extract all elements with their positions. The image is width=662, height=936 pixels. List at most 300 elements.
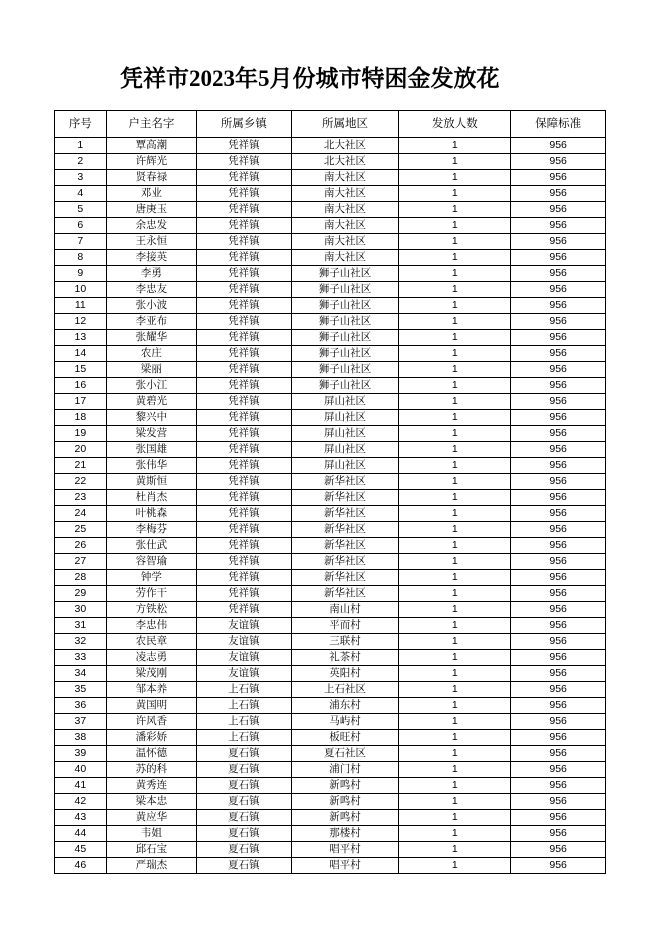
cell-people-count: 1 bbox=[399, 346, 511, 362]
table-row bbox=[55, 698, 606, 714]
cell-area: 狮子山社区 bbox=[291, 282, 399, 298]
cell-index: 25 bbox=[55, 522, 107, 538]
table-row bbox=[55, 826, 606, 842]
cell-standard: 956 bbox=[511, 330, 606, 346]
cell-index: 18 bbox=[55, 410, 107, 426]
cell-people-count: 1 bbox=[399, 842, 511, 858]
cell-township: 凭祥镇 bbox=[197, 474, 292, 490]
cell-area: 南大社区 bbox=[291, 202, 399, 218]
cell-householder: 叶桃森 bbox=[106, 506, 196, 522]
cell-people-count: 1 bbox=[399, 442, 511, 458]
table-row bbox=[55, 154, 606, 170]
cell-standard: 956 bbox=[511, 442, 606, 458]
cell-township: 凭祥镇 bbox=[197, 426, 292, 442]
cell-township: 夏石镇 bbox=[197, 746, 292, 762]
cell-index: 22 bbox=[55, 474, 107, 490]
cell-standard: 956 bbox=[511, 650, 606, 666]
cell-township: 夏石镇 bbox=[197, 810, 292, 826]
table-row bbox=[55, 378, 606, 394]
table-row bbox=[55, 810, 606, 826]
table-row bbox=[55, 490, 606, 506]
cell-township: 夏石镇 bbox=[197, 858, 292, 874]
cell-area: 新华社区 bbox=[291, 570, 399, 586]
cell-householder: 凌志勇 bbox=[106, 650, 196, 666]
cell-people-count: 1 bbox=[399, 522, 511, 538]
cell-householder: 黄秀连 bbox=[106, 778, 196, 794]
cell-index: 30 bbox=[55, 602, 107, 618]
table-row bbox=[55, 474, 606, 490]
cell-householder: 劳作干 bbox=[106, 586, 196, 602]
cell-standard: 956 bbox=[511, 202, 606, 218]
cell-area: 北大社区 bbox=[291, 138, 399, 154]
cell-area: 屏山社区 bbox=[291, 410, 399, 426]
cell-householder: 张小波 bbox=[106, 298, 196, 314]
cell-township: 凭祥镇 bbox=[197, 458, 292, 474]
cell-area: 礼茶村 bbox=[291, 650, 399, 666]
cell-standard: 956 bbox=[511, 730, 606, 746]
cell-people-count: 1 bbox=[399, 650, 511, 666]
cell-householder: 容智瑜 bbox=[106, 554, 196, 570]
cell-people-count: 1 bbox=[399, 506, 511, 522]
cell-standard: 956 bbox=[511, 410, 606, 426]
cell-people-count: 1 bbox=[399, 138, 511, 154]
table-row bbox=[55, 266, 606, 282]
cell-householder: 潘彩娇 bbox=[106, 730, 196, 746]
cell-township: 友谊镇 bbox=[197, 634, 292, 650]
table-row bbox=[55, 138, 606, 154]
cell-index: 40 bbox=[55, 762, 107, 778]
cell-area: 唱平村 bbox=[291, 858, 399, 874]
table-row bbox=[55, 362, 606, 378]
cell-standard: 956 bbox=[511, 746, 606, 762]
cell-standard: 956 bbox=[511, 506, 606, 522]
cell-index: 10 bbox=[55, 282, 107, 298]
cell-people-count: 1 bbox=[399, 298, 511, 314]
cell-area: 英阳村 bbox=[291, 666, 399, 682]
cell-township: 凭祥镇 bbox=[197, 170, 292, 186]
cell-householder: 王永恒 bbox=[106, 234, 196, 250]
cell-people-count: 1 bbox=[399, 218, 511, 234]
cell-index: 37 bbox=[55, 714, 107, 730]
cell-township: 凭祥镇 bbox=[197, 346, 292, 362]
cell-index: 19 bbox=[55, 426, 107, 442]
table-row bbox=[55, 730, 606, 746]
column-header-standard: 保障标准 bbox=[511, 111, 606, 138]
cell-area: 狮子山社区 bbox=[291, 346, 399, 362]
cell-people-count: 1 bbox=[399, 618, 511, 634]
cell-standard: 956 bbox=[511, 762, 606, 778]
cell-area: 新鸣村 bbox=[291, 810, 399, 826]
cell-township: 凭祥镇 bbox=[197, 490, 292, 506]
table-row bbox=[55, 170, 606, 186]
cell-people-count: 1 bbox=[399, 378, 511, 394]
cell-householder: 苏的科 bbox=[106, 762, 196, 778]
table-row bbox=[55, 202, 606, 218]
cell-householder: 严瑞杰 bbox=[106, 858, 196, 874]
cell-index: 24 bbox=[55, 506, 107, 522]
table-row bbox=[55, 426, 606, 442]
table-header bbox=[55, 111, 606, 138]
cell-area: 平而村 bbox=[291, 618, 399, 634]
cell-index: 4 bbox=[55, 186, 107, 202]
cell-area: 新华社区 bbox=[291, 538, 399, 554]
table-row bbox=[55, 394, 606, 410]
table-row bbox=[55, 778, 606, 794]
cell-index: 8 bbox=[55, 250, 107, 266]
cell-people-count: 1 bbox=[399, 762, 511, 778]
cell-standard: 956 bbox=[511, 266, 606, 282]
cell-standard: 956 bbox=[511, 554, 606, 570]
cell-people-count: 1 bbox=[399, 282, 511, 298]
cell-township: 凭祥镇 bbox=[197, 410, 292, 426]
cell-index: 21 bbox=[55, 458, 107, 474]
table-row bbox=[55, 618, 606, 634]
cell-householder: 杜肖杰 bbox=[106, 490, 196, 506]
cell-people-count: 1 bbox=[399, 778, 511, 794]
table-row bbox=[55, 458, 606, 474]
cell-standard: 956 bbox=[511, 234, 606, 250]
cell-township: 凭祥镇 bbox=[197, 250, 292, 266]
cell-index: 5 bbox=[55, 202, 107, 218]
table-row bbox=[55, 554, 606, 570]
table-header-row bbox=[55, 111, 606, 138]
column-header-area: 所属地区 bbox=[291, 111, 399, 138]
cell-people-count: 1 bbox=[399, 794, 511, 810]
cell-index: 2 bbox=[55, 154, 107, 170]
cell-standard: 956 bbox=[511, 794, 606, 810]
cell-people-count: 1 bbox=[399, 554, 511, 570]
cell-standard: 956 bbox=[511, 778, 606, 794]
cell-township: 凭祥镇 bbox=[197, 554, 292, 570]
cell-index: 1 bbox=[55, 138, 107, 154]
cell-householder: 许风香 bbox=[106, 714, 196, 730]
cell-township: 凭祥镇 bbox=[197, 362, 292, 378]
cell-householder: 李亚布 bbox=[106, 314, 196, 330]
cell-householder: 张耀华 bbox=[106, 330, 196, 346]
cell-householder: 唐庚玉 bbox=[106, 202, 196, 218]
cell-standard: 956 bbox=[511, 666, 606, 682]
cell-householder: 梁本忠 bbox=[106, 794, 196, 810]
cell-index: 43 bbox=[55, 810, 107, 826]
cell-people-count: 1 bbox=[399, 602, 511, 618]
cell-area: 板旺村 bbox=[291, 730, 399, 746]
cell-area: 新华社区 bbox=[291, 522, 399, 538]
cell-people-count: 1 bbox=[399, 362, 511, 378]
cell-township: 夏石镇 bbox=[197, 762, 292, 778]
table-row bbox=[55, 794, 606, 810]
table-body bbox=[55, 138, 606, 874]
cell-people-count: 1 bbox=[399, 202, 511, 218]
cell-index: 11 bbox=[55, 298, 107, 314]
cell-township: 凭祥镇 bbox=[197, 442, 292, 458]
cell-area: 唱平村 bbox=[291, 842, 399, 858]
table-row bbox=[55, 234, 606, 250]
table-row bbox=[55, 650, 606, 666]
cell-people-count: 1 bbox=[399, 858, 511, 874]
cell-index: 39 bbox=[55, 746, 107, 762]
cell-township: 夏石镇 bbox=[197, 842, 292, 858]
cell-area: 屏山社区 bbox=[291, 394, 399, 410]
cell-township: 夏石镇 bbox=[197, 778, 292, 794]
table-row bbox=[55, 602, 606, 618]
cell-township: 夏石镇 bbox=[197, 794, 292, 810]
cell-people-count: 1 bbox=[399, 186, 511, 202]
cell-people-count: 1 bbox=[399, 826, 511, 842]
cell-index: 26 bbox=[55, 538, 107, 554]
cell-township: 凭祥镇 bbox=[197, 202, 292, 218]
cell-standard: 956 bbox=[511, 186, 606, 202]
cell-people-count: 1 bbox=[399, 250, 511, 266]
cell-people-count: 1 bbox=[399, 170, 511, 186]
cell-area: 南大社区 bbox=[291, 170, 399, 186]
cell-index: 31 bbox=[55, 618, 107, 634]
cell-index: 28 bbox=[55, 570, 107, 586]
cell-standard: 956 bbox=[511, 858, 606, 874]
cell-householder: 李忠伟 bbox=[106, 618, 196, 634]
cell-index: 32 bbox=[55, 634, 107, 650]
cell-standard: 956 bbox=[511, 170, 606, 186]
page-title: 凭祥市2023年5月份城市特困金发放花 bbox=[120, 66, 500, 91]
cell-township: 凭祥镇 bbox=[197, 154, 292, 170]
table-row bbox=[55, 858, 606, 874]
cell-index: 46 bbox=[55, 858, 107, 874]
cell-area: 屏山社区 bbox=[291, 426, 399, 442]
cell-householder: 李梅芬 bbox=[106, 522, 196, 538]
cell-people-count: 1 bbox=[399, 154, 511, 170]
cell-people-count: 1 bbox=[399, 394, 511, 410]
cell-township: 凭祥镇 bbox=[197, 506, 292, 522]
cell-index: 9 bbox=[55, 266, 107, 282]
cell-householder: 张伟华 bbox=[106, 458, 196, 474]
cell-township: 凭祥镇 bbox=[197, 298, 292, 314]
cell-householder: 梁丽 bbox=[106, 362, 196, 378]
cell-township: 凭祥镇 bbox=[197, 138, 292, 154]
table-row bbox=[55, 842, 606, 858]
table-row bbox=[55, 346, 606, 362]
cell-householder: 钟学 bbox=[106, 570, 196, 586]
cell-standard: 956 bbox=[511, 698, 606, 714]
cell-area: 南大社区 bbox=[291, 250, 399, 266]
cell-people-count: 1 bbox=[399, 634, 511, 650]
cell-area: 狮子山社区 bbox=[291, 362, 399, 378]
cell-area: 新华社区 bbox=[291, 554, 399, 570]
cell-people-count: 1 bbox=[399, 474, 511, 490]
cell-index: 17 bbox=[55, 394, 107, 410]
cell-people-count: 1 bbox=[399, 426, 511, 442]
cell-area: 新鸣村 bbox=[291, 794, 399, 810]
cell-householder: 农庄 bbox=[106, 346, 196, 362]
cell-area: 狮子山社区 bbox=[291, 298, 399, 314]
cell-index: 23 bbox=[55, 490, 107, 506]
cell-township: 凭祥镇 bbox=[197, 218, 292, 234]
cell-people-count: 1 bbox=[399, 234, 511, 250]
cell-householder: 邓业 bbox=[106, 186, 196, 202]
cell-standard: 956 bbox=[511, 394, 606, 410]
cell-people-count: 1 bbox=[399, 490, 511, 506]
cell-area: 北大社区 bbox=[291, 154, 399, 170]
cell-standard: 956 bbox=[511, 314, 606, 330]
cell-standard: 956 bbox=[511, 458, 606, 474]
cell-standard: 956 bbox=[511, 602, 606, 618]
cell-township: 上石镇 bbox=[197, 730, 292, 746]
cell-township: 凭祥镇 bbox=[197, 186, 292, 202]
cell-standard: 956 bbox=[511, 682, 606, 698]
table-row bbox=[55, 586, 606, 602]
cell-householder: 许辉光 bbox=[106, 154, 196, 170]
cell-area: 上石社区 bbox=[291, 682, 399, 698]
cell-people-count: 1 bbox=[399, 730, 511, 746]
cell-township: 凭祥镇 bbox=[197, 282, 292, 298]
cell-area: 新鸣村 bbox=[291, 778, 399, 794]
cell-area: 那楼村 bbox=[291, 826, 399, 842]
cell-township: 凭祥镇 bbox=[197, 394, 292, 410]
cell-index: 27 bbox=[55, 554, 107, 570]
cell-township: 上石镇 bbox=[197, 682, 292, 698]
cell-people-count: 1 bbox=[399, 266, 511, 282]
table-row bbox=[55, 186, 606, 202]
cell-standard: 956 bbox=[511, 298, 606, 314]
cell-householder: 黄应华 bbox=[106, 810, 196, 826]
cell-standard: 956 bbox=[511, 154, 606, 170]
subsidy-table bbox=[54, 110, 606, 874]
cell-people-count: 1 bbox=[399, 330, 511, 346]
cell-township: 凭祥镇 bbox=[197, 570, 292, 586]
table-row bbox=[55, 746, 606, 762]
table-row bbox=[55, 634, 606, 650]
table-row bbox=[55, 218, 606, 234]
cell-township: 上石镇 bbox=[197, 698, 292, 714]
cell-index: 3 bbox=[55, 170, 107, 186]
cell-householder: 贤春禄 bbox=[106, 170, 196, 186]
cell-standard: 956 bbox=[511, 842, 606, 858]
cell-index: 44 bbox=[55, 826, 107, 842]
cell-standard: 956 bbox=[511, 826, 606, 842]
cell-area: 南大社区 bbox=[291, 186, 399, 202]
column-header-township: 所属乡镇 bbox=[197, 111, 292, 138]
cell-area: 屏山社区 bbox=[291, 458, 399, 474]
cell-township: 凭祥镇 bbox=[197, 602, 292, 618]
cell-householder: 黄斯恒 bbox=[106, 474, 196, 490]
cell-householder: 张仕武 bbox=[106, 538, 196, 554]
cell-householder: 余忠发 bbox=[106, 218, 196, 234]
table-row bbox=[55, 410, 606, 426]
cell-township: 友谊镇 bbox=[197, 618, 292, 634]
cell-householder: 梁茂刚 bbox=[106, 666, 196, 682]
cell-area: 狮子山社区 bbox=[291, 266, 399, 282]
cell-index: 33 bbox=[55, 650, 107, 666]
cell-area: 新华社区 bbox=[291, 586, 399, 602]
cell-standard: 956 bbox=[511, 378, 606, 394]
cell-township: 凭祥镇 bbox=[197, 234, 292, 250]
cell-township: 友谊镇 bbox=[197, 666, 292, 682]
cell-householder: 邹本养 bbox=[106, 682, 196, 698]
cell-standard: 956 bbox=[511, 522, 606, 538]
cell-householder: 张小江 bbox=[106, 378, 196, 394]
cell-index: 15 bbox=[55, 362, 107, 378]
cell-index: 6 bbox=[55, 218, 107, 234]
cell-area: 狮子山社区 bbox=[291, 330, 399, 346]
cell-index: 14 bbox=[55, 346, 107, 362]
table-row bbox=[55, 714, 606, 730]
table-row bbox=[55, 282, 606, 298]
cell-householder: 黄碧光 bbox=[106, 394, 196, 410]
cell-people-count: 1 bbox=[399, 314, 511, 330]
table-row bbox=[55, 538, 606, 554]
cell-township: 凭祥镇 bbox=[197, 266, 292, 282]
cell-area: 南山村 bbox=[291, 602, 399, 618]
cell-area: 夏石社区 bbox=[291, 746, 399, 762]
cell-householder: 李忠友 bbox=[106, 282, 196, 298]
table-row bbox=[55, 682, 606, 698]
cell-area: 三联村 bbox=[291, 634, 399, 650]
table-row bbox=[55, 330, 606, 346]
cell-householder: 温怀德 bbox=[106, 746, 196, 762]
cell-index: 35 bbox=[55, 682, 107, 698]
cell-township: 凭祥镇 bbox=[197, 522, 292, 538]
table-row bbox=[55, 570, 606, 586]
cell-area: 新华社区 bbox=[291, 474, 399, 490]
cell-householder: 李接英 bbox=[106, 250, 196, 266]
cell-area: 马屿村 bbox=[291, 714, 399, 730]
cell-standard: 956 bbox=[511, 714, 606, 730]
cell-standard: 956 bbox=[511, 538, 606, 554]
cell-index: 42 bbox=[55, 794, 107, 810]
cell-people-count: 1 bbox=[399, 538, 511, 554]
cell-township: 凭祥镇 bbox=[197, 314, 292, 330]
cell-area: 新华社区 bbox=[291, 506, 399, 522]
cell-standard: 956 bbox=[511, 810, 606, 826]
cell-people-count: 1 bbox=[399, 410, 511, 426]
cell-township: 上石镇 bbox=[197, 714, 292, 730]
table-row bbox=[55, 250, 606, 266]
cell-people-count: 1 bbox=[399, 458, 511, 474]
cell-index: 12 bbox=[55, 314, 107, 330]
cell-people-count: 1 bbox=[399, 714, 511, 730]
cell-area: 南大社区 bbox=[291, 218, 399, 234]
cell-index: 45 bbox=[55, 842, 107, 858]
cell-index: 16 bbox=[55, 378, 107, 394]
cell-standard: 956 bbox=[511, 618, 606, 634]
cell-area: 新华社区 bbox=[291, 490, 399, 506]
table-row bbox=[55, 298, 606, 314]
cell-people-count: 1 bbox=[399, 570, 511, 586]
cell-index: 13 bbox=[55, 330, 107, 346]
data-table-container bbox=[54, 110, 606, 874]
table-row bbox=[55, 506, 606, 522]
cell-area: 狮子山社区 bbox=[291, 378, 399, 394]
cell-standard: 956 bbox=[511, 634, 606, 650]
cell-index: 38 bbox=[55, 730, 107, 746]
cell-index: 29 bbox=[55, 586, 107, 602]
cell-index: 7 bbox=[55, 234, 107, 250]
cell-householder: 覃高潮 bbox=[106, 138, 196, 154]
cell-township: 凭祥镇 bbox=[197, 378, 292, 394]
cell-index: 41 bbox=[55, 778, 107, 794]
cell-standard: 956 bbox=[511, 586, 606, 602]
cell-people-count: 1 bbox=[399, 698, 511, 714]
cell-people-count: 1 bbox=[399, 746, 511, 762]
table-row bbox=[55, 442, 606, 458]
cell-people-count: 1 bbox=[399, 682, 511, 698]
cell-index: 20 bbox=[55, 442, 107, 458]
cell-township: 凭祥镇 bbox=[197, 538, 292, 554]
column-header-index: 序号 bbox=[55, 111, 107, 138]
cell-householder: 方铁松 bbox=[106, 602, 196, 618]
cell-standard: 956 bbox=[511, 346, 606, 362]
table-row bbox=[55, 314, 606, 330]
cell-index: 34 bbox=[55, 666, 107, 682]
cell-people-count: 1 bbox=[399, 666, 511, 682]
